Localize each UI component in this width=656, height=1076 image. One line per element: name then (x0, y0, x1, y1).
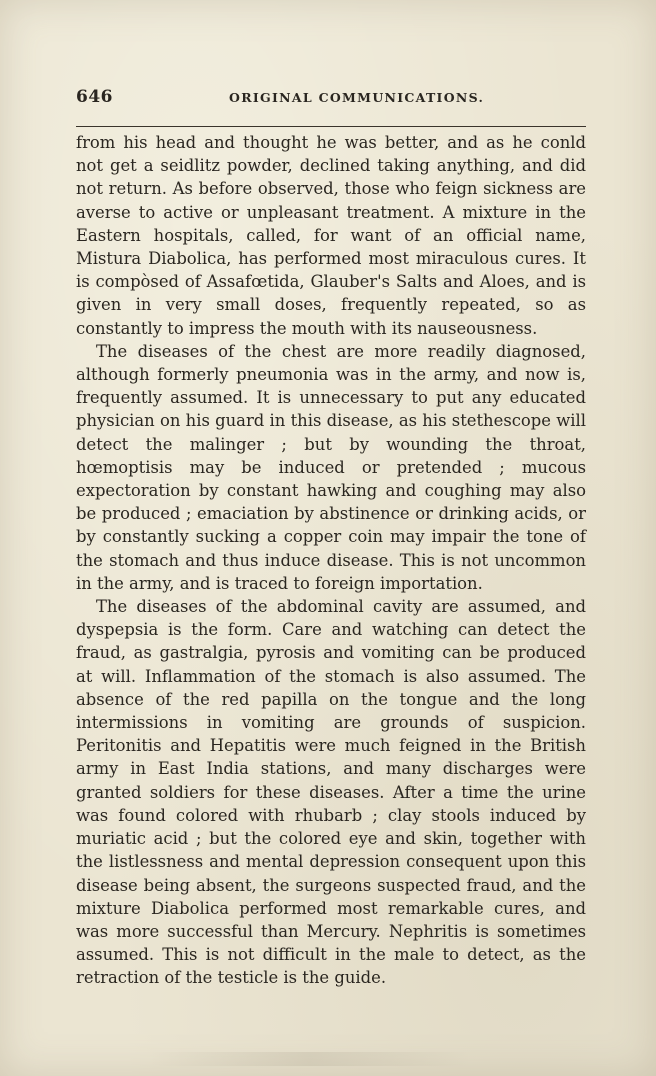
page-header (76, 87, 586, 111)
paragraph-abdominal-diseases: The diseases of the abdominal cavity are assumed, and dyspepsia is the form. Care and watching can detect the fraud, as gastralgia, pyrosis and vomiting can be produced at will. Inflammation of the stomach is also assumed. The absence of the red papilla on the tongue and the long intermissions in vomiting are grounds of suspicion. Peritonitis and Hepatitis were much feigned in the British army in East India stations, and many discharges were granted soldiers for these diseases. After a time the urine was found colored with rhubarb ; clay stools induced by muriatic acid ; but the colored eye and skin, together with the listlessness and mental depression consequent upon this disease being absent, the surgeons suspected fraud, and the mixture Diabolica performed most remarkable cures, and was more successful than Mercury. Nephritis is sometimes assumed. This is not difficult in the male to detect, as the retraction of the testicle is the guide. (76, 597, 586, 988)
running-head: ORIGINAL COMMUNICATIONS. (229, 90, 485, 105)
paragraph-continued: from his head and thought he was better, and as he conld not get a seidlitz powder, declined taking anything, and did not return. As before observed, those who feign sickness are averse to active or unpleasant treatment. A mixture in the Eastern hospitals, called, for want of an official name, Mistura Diabolica, has performed most miraculous cures. It is compòsed of Assafœtida, Glauber's Salts and Aloes, and is given in very small doses, frequently repeated, so as constantly to impress the mouth with its nauseousness. (76, 133, 586, 338)
paragraph-chest-diseases: The diseases of the chest are more readily diagnosed, although formerly pneumonia was in the army, and now is, frequently assumed. It is unnecessary to put any educated physician on his guard in this disease, as his stethescope will detect the malinger ; but by wounding the throat, hœmoptisis may be induced or pretended ; mucous expectoration by constant hawking and coughing may also be produced ; emaciation by abstinence or drinking acids, or by constantly sucking a copper coin may impair the tone of the stomach and thus induce disease. This is not uncommon in the army, and is traced to foreign importation. (76, 341, 586, 593)
header-rule (76, 126, 586, 127)
body-text (76, 131, 586, 990)
show-through-text (150, 1052, 470, 1066)
page-number: 646 (76, 87, 113, 107)
